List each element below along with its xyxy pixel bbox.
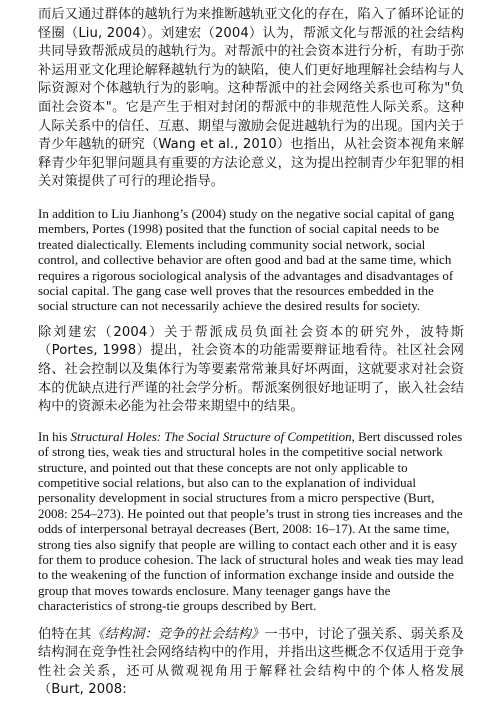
paragraph-chinese-3 bbox=[38, 626, 464, 700]
paragraph-chinese-3-body: 一书中，讨论了强关系、弱关系及结构洞在竞争性社会网络结构中的作用，并指出这些概念不仅适用于竞争性社会关系，还可从微观视角用于解释社会结构中的个体人格发展（Burt, 2008: bbox=[38, 626, 465, 698]
document-page bbox=[38, 6, 464, 712]
paragraph-english-2-lead: In his bbox=[38, 428, 71, 444]
paragraph-english-2 bbox=[38, 429, 464, 614]
paragraph-english-1: In addition to Liu Jianhong’s (2004) study on the negative social capital of gang members, Portes (1998) posited that the function of social capital needs to be treated dialectically. Elements including community social network, social control, and collective behavior are often good and bad at the same time, which requires a rigorous sociological analysis of the advantages and disadvantages of social capital. The gang case well proves that the resources embedded in the social structure can not necessarily achieve the desired results for society. bbox=[38, 205, 455, 314]
book-title-chinese: 《结构洞：竞争的社会结构》 bbox=[91, 626, 265, 642]
book-title-english: Structural Holes: The Social Structure of Competition bbox=[70, 428, 352, 444]
paragraph-english-2-body: , Bert discussed roles of strong ties, weak ties and structural holes in the competitive social network structure, and pointed out that these concepts are not only applicable to competitive social relations, but also can to the explanation of individual personality development in social structures from a micro perspective (Burt, 2008: 254–273). He pointed out that people’s trust in strong ties increases and the odds of interpersonal betrayal decreases (Bert, 2008: 16–17). At the same time, strong ties also signify that people are willing to contact each other and it is easy for them to produce cohesion. The lack of structural holes and weak ties may lead to the weakening of the function of information exchange inside and outside the group that moves towards enclosure. Many teenager gangs have the characteristics of strong-tie groups described by Bert. bbox=[38, 428, 464, 614]
paragraph-chinese-1: 而后又通过群体的越轨行为来推断越轨亚文化的存在，陷入了循环论证的怪圈（Liu, 2004）。刘建宏（2004）认为，帮派文化与帮派的社会结构共同导致帮派成员的越轨行为。对帮派中的社会资本进行分析，有助于弥补运用亚文化理论解释越轨行为的缺陷，使人们更好地理解社会结构与人际资源对个体越轨行为的影响。这种帮派中的社会网络关系也可称为"负面社会资本"。它是产生于相对封闭的帮派中的非规范性人际关系。这种人际关系中的信任、互惠、期望与激励会促进越轨行为的出现。国内关于青少年越轨的研究（Wang et al., 2010）也指出，从社会资本视角来解释青少年犯罪问题具有重要的方法论意义，这为提出控制青少年犯罪的相关对策提供了可行的理论指导。 bbox=[38, 7, 464, 190]
paragraph-chinese-2: 除刘建宏（2004）关于帮派成员负面社会资本的研究外，波特斯（Portes, 1998）提出，社会资本的功能需要辩证地看待。社区社会网络、社会控制以及集体行为等要素常常兼具好坏两面，这就要求对社会资本的优缺点进行严谨的社会学分析。帮派案例很好地证明了，嵌入社会结构中的资源未必能为社会带来期望中的结果。 bbox=[38, 324, 464, 415]
paragraph-chinese-3-lead: 伯特在其 bbox=[38, 626, 92, 642]
